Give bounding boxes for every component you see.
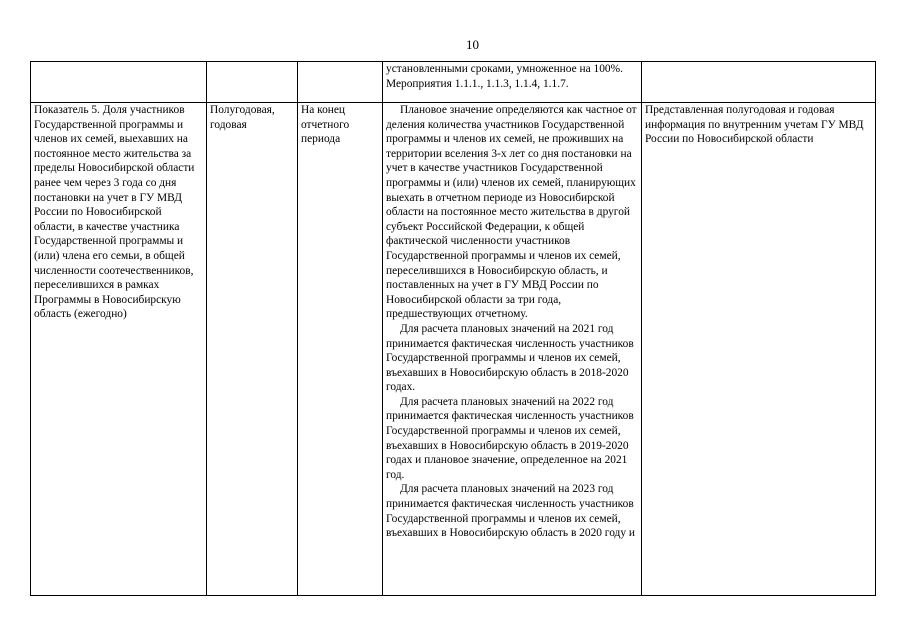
table-cell-empty	[31, 62, 207, 103]
table-row-continued	[31, 62, 876, 103]
data-source: Представленная полугодовая и годовая информация по внутренним учетам ГУ МВД России по Новосибирской области	[645, 104, 864, 146]
table-cell-empty	[207, 62, 298, 103]
timing: На конец отчетного периода	[301, 104, 350, 146]
table-cell-empty	[642, 62, 876, 103]
table-cell-method-continued	[383, 62, 642, 103]
periodicity-cell	[207, 103, 298, 596]
method-paragraph: Плановое значение определяются как частное от деления количества участников Государственной программы и членов их семей, не проживших на территории вселения 3-х лет со дня постановки на учет в качестве участников Государственной программы и (или) членов их семей, планирующих выехать в отчетном периоде из Новосибирской области на постоянное место жительства в другой субъект Российской Федерации, к общей фактической численности участников Государственной программы и членов их семей, переселившихся в Новосибирскую область, и поставленных на учет в ГУ МВД России по Новосибирской области за три года, предшествующих отчетному.	[386, 104, 637, 321]
table-row-indicator-5	[31, 103, 876, 596]
indicators-table	[30, 61, 876, 596]
method-paragraph: Для расчета плановых значений на 2022 год принимается фактическая численность участников Государственной программы и членов их семей, въехавших в Новосибирскую область в 2019-2020 годах и плановое значение, определенное на 2021 год.	[386, 395, 634, 481]
method-continued-text: установленными сроками, умноженное на 100%.	[386, 63, 623, 75]
indicator-name: Показатель 5. Доля участников Государственной программы и членов их семей, выехавших на постоянное место жительства за пределы Новосибирской области ранее чем через 3 года со дня постановки на учет в ГУ МВД России по Новосибирской области, в качестве участника Государственной программы и (или) члена его семьи, в общей численности соотечественников, переселившихся в рамках Программы в Новосибирскую область (ежегодно)	[34, 104, 195, 321]
method-paragraph: Для расчета плановых значений на 2021 год принимается фактическая численность участников Государственной программы и членов их семей, въехавших в Новосибирскую область в 2018-2020 годах.	[386, 322, 634, 394]
timing-cell	[298, 103, 383, 596]
indicator-name-cell	[31, 103, 207, 596]
periodicity: Полугодовая, годовая	[210, 104, 275, 131]
page-number: 10	[466, 37, 479, 52]
measures-text: Мероприятия 1.1.1., 1.1.3, 1.1.4, 1.1.7.	[386, 77, 569, 90]
data-source-cell	[642, 103, 876, 596]
method-paragraph: Для расчета плановых значений на 2023 год принимается фактическая численность участников Государственной программы и членов их семей, въехавших в Новосибирскую область в 2020 году и	[386, 483, 635, 540]
calculation-method-cell	[383, 103, 642, 596]
table-cell-empty	[298, 62, 383, 103]
